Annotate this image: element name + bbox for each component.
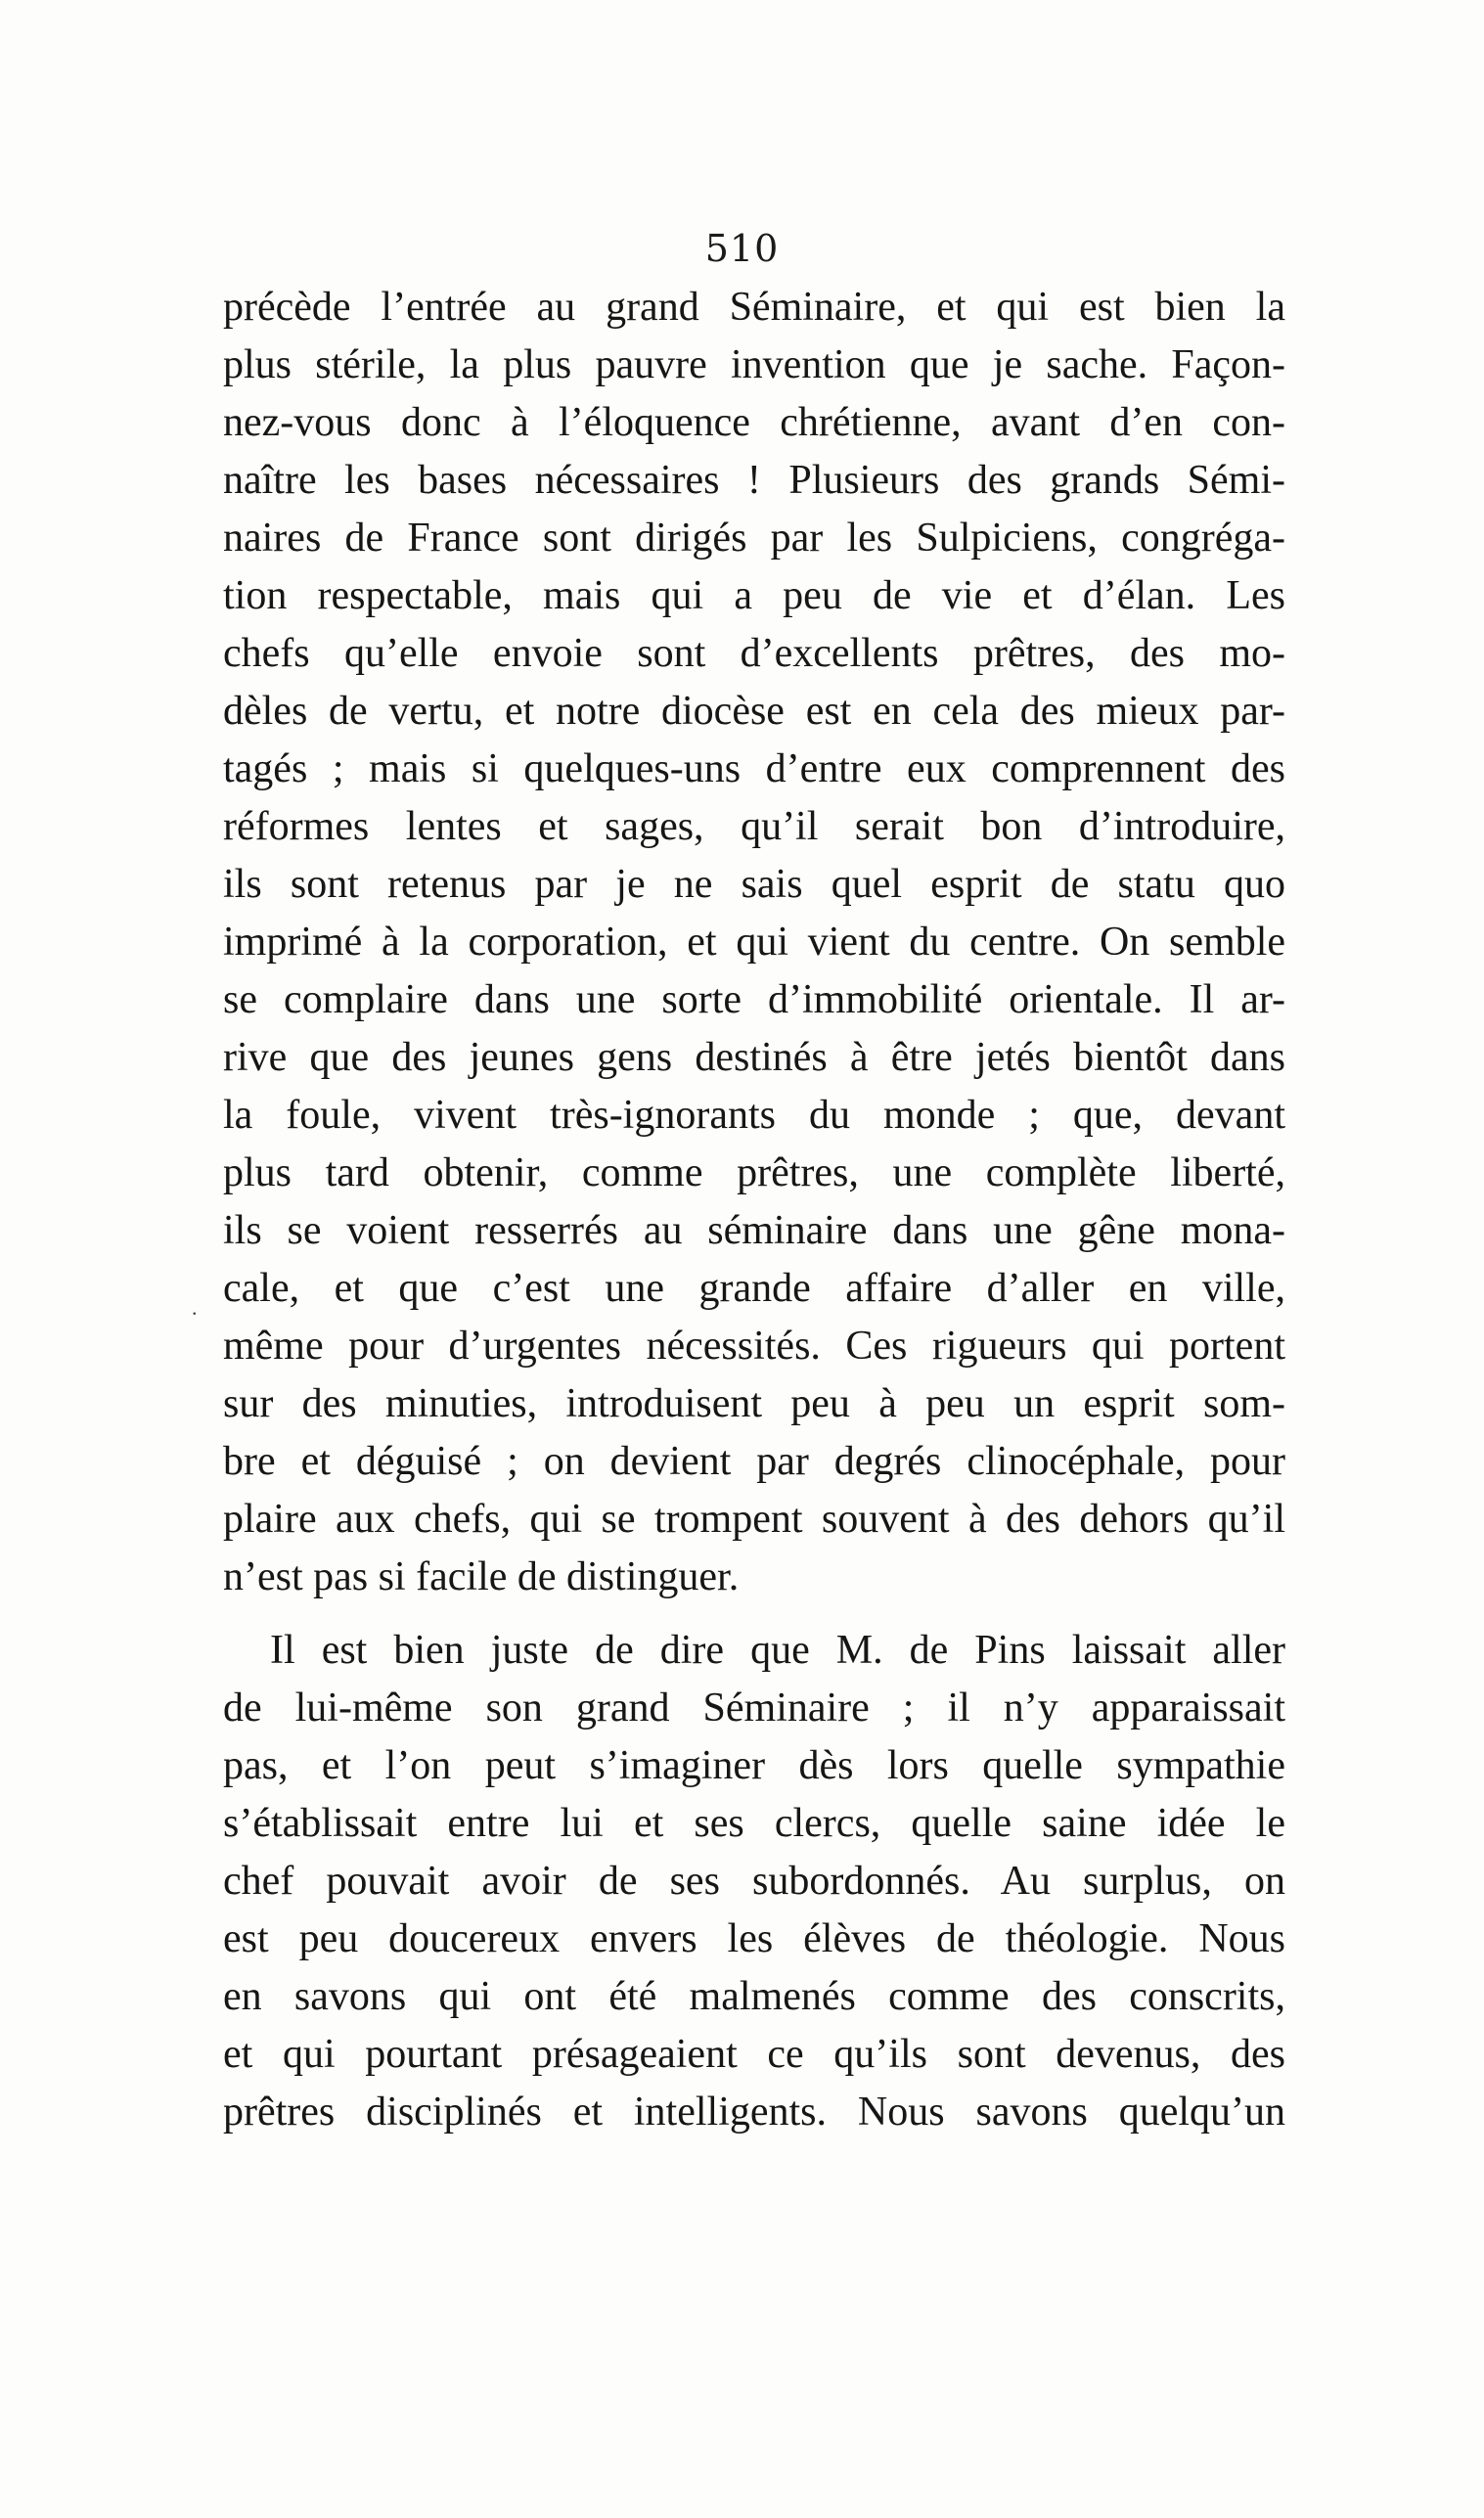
paragraph-gap <box>223 1606 1285 1622</box>
text-line: de lui-même son grand Séminaire ; il n’y apparaissait <box>223 1686 1285 1731</box>
text-line: pas, et l’on peut s’imaginer dès lors quelle sympathie <box>223 1743 1285 1788</box>
text-line: ils sont retenus par je ne sais quel esprit de statu quo <box>223 862 1285 907</box>
text-line: cale, et que c’est une grande affaire d’aller en ville, <box>223 1266 1285 1311</box>
text-line: ils se voient resserrés au séminaire dans une gêne mona- <box>223 1208 1285 1253</box>
text-line: n’est pas si facile de distinguer. <box>223 1554 740 1599</box>
paragraph-2 <box>223 1622 1285 2141</box>
text-line: plaire aux chefs, qui se trompent souvent à des dehors qu’il <box>223 1497 1285 1542</box>
page-number: 510 <box>704 227 780 270</box>
text-line: plus tard obtenir, comme prêtres, une complète liberté, <box>223 1150 1285 1195</box>
text-line: tagés ; mais si quelques-uns d’entre eux comprennent des <box>223 746 1285 791</box>
text-line: en savons qui ont été malmenés comme des conscrits, <box>223 1974 1285 2019</box>
text-line: dèles de vertu, et notre diocèse est en cela des mieux par- <box>223 689 1285 734</box>
text-line: Il est bien juste de dire que M. de Pins laissait aller <box>270 1628 1285 1673</box>
text-line: précède l’entrée au grand Séminaire, et qui est bien la <box>223 285 1285 330</box>
text-line: naires de France sont dirigés par les Sulpiciens, congréga- <box>223 516 1285 561</box>
text-line: rive que des jeunes gens destinés à être jetés bientôt dans <box>223 1035 1285 1080</box>
text-line: chef pouvait avoir de ses subordonnés. Au surplus, on <box>223 1859 1285 1904</box>
text-line: et qui pourtant présageaient ce qu’ils sont devenus, des <box>223 2032 1285 2077</box>
text-line: réformes lentes et sages, qu’il serait bon d’introduire, <box>223 804 1285 849</box>
text-line: nez-vous donc à l’éloquence chrétienne, avant d’en con- <box>223 400 1285 445</box>
text-line: tion respectable, mais qui a peu de vie et d’élan. Les <box>223 573 1285 618</box>
text-line: naître les bases nécessaires ! Plusieurs des grands Sémi- <box>223 458 1285 503</box>
text-line: prêtres disciplinés et intelligents. Nous savons quelqu’un <box>223 2090 1285 2135</box>
paragraph-1 <box>223 279 1285 1606</box>
text-line: s’établissait entre lui et ses clercs, quelle saine idée le <box>223 1801 1285 1846</box>
text-line: se complaire dans une sorte d’immobilité orientale. Il ar- <box>223 977 1285 1022</box>
text-line: la foule, vivent très-ignorants du monde ; que, devant <box>223 1093 1285 1138</box>
text-line: bre et déguisé ; on devient par degrés clinocéphale, pour <box>223 1439 1285 1484</box>
text-line: est peu doucereux envers les élèves de théologie. Nous <box>223 1916 1285 1961</box>
text-line: plus stérile, la plus pauvre invention que je sache. Façon- <box>223 342 1285 387</box>
stray-ink-mark: . <box>192 1295 198 1320</box>
text-line: même pour d’urgentes nécessités. Ces rigueurs qui portent <box>223 1324 1285 1369</box>
text-line: imprimé à la corporation, et qui vient du centre. On semble <box>223 920 1285 965</box>
body-text <box>223 279 1285 2141</box>
text-line: chefs qu’elle envoie sont d’excellents prêtres, des mo- <box>223 631 1285 676</box>
text-line: sur des minuties, introduisent peu à peu un esprit som- <box>223 1381 1285 1426</box>
